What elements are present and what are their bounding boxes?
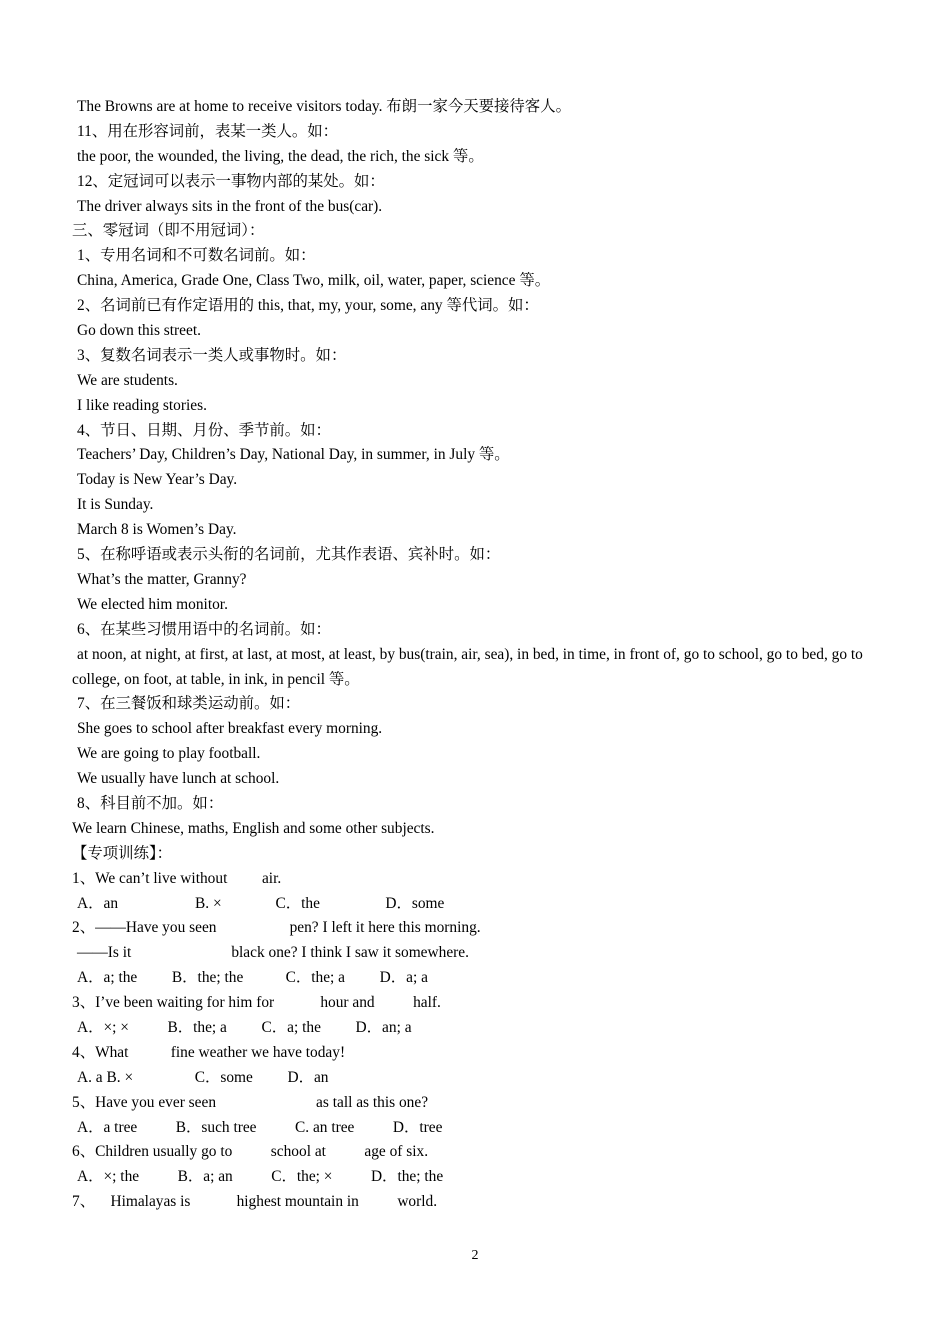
text-line: Teachers’ Day, Children’s Day, National Day, in summer, in July 等。 [77, 446, 510, 464]
text-line: It is Sunday. [77, 496, 154, 514]
text-line: Go down this street. [77, 322, 201, 340]
text-line: 1、专用名词和不可数名词前。如： [77, 247, 316, 265]
text-line: A．an B. × C．the D．some [77, 894, 445, 912]
text-line: She goes to school after breakfast every morning. [77, 720, 383, 738]
document-body [72, 95, 878, 1215]
text-line: March 8 is Women’s Day. [77, 521, 237, 539]
text-line: 8、科目前不加。如： [77, 794, 224, 812]
text-line: We are students. [77, 371, 178, 389]
text-line: 3、I’ve been waiting for him for hour and half. [72, 994, 441, 1012]
text-line: We are going to play football. [77, 745, 261, 763]
text-line: We learn Chinese, maths, English and some other subjects. [72, 819, 435, 837]
text-line: A．×; the B．a; an C．the; × D．the; the [77, 1168, 444, 1186]
text-line: A．a; the B．the; the C．the; a D．a; a [77, 969, 428, 987]
text-line: 7、 Himalayas is highest mountain in world. [72, 1193, 438, 1211]
text-line: 12、定冠词可以表示一事物内部的某处。如： [77, 172, 385, 190]
text-line: A．×; × B．the; a C．a; the D．an; a [77, 1018, 412, 1036]
text-line: the poor, the wounded, the living, the dead, the rich, the sick 等。 [77, 147, 484, 165]
text-line: 2、——Have you seen pen? I left it here this morning. [72, 919, 481, 937]
page-number: 2 [471, 1248, 479, 1263]
text-line: ——Is it black one? I think I saw it somewhere. [77, 944, 469, 962]
text-line: The driver always sits in the front of the bus(car). [77, 197, 383, 215]
text-line: 5、在称呼语或表示头衔的名词前，尤其作表语、宾补时。如： [77, 546, 501, 564]
text-line: A. a B. × C．some D．an [77, 1068, 329, 1086]
text-line: 6、在某些习惯用语中的名词前。如： [77, 620, 331, 638]
text-line: 1、We can’t live without air. [72, 869, 282, 887]
text-line: 5、Have you ever seen as tall as this one? [72, 1093, 429, 1111]
text-line: 3、复数名词表示一类人或事物时。如： [77, 346, 347, 364]
text-line: What’s the matter, Granny? [77, 570, 247, 588]
text-line: 【专项训练】： [72, 844, 173, 862]
text-line: 4、What fine weather we have today! [72, 1043, 346, 1061]
text-line: 7、在三餐饭和球类运动前。如： [77, 695, 301, 713]
text-line: China, America, Grade One, Class Two, milk, oil, water, paper, science 等。 [77, 272, 551, 290]
text-line: We elected him monitor. [77, 595, 228, 613]
text-line: 6、Children usually go to school at age of six. [72, 1143, 429, 1161]
text-line: We usually have lunch at school. [77, 770, 280, 788]
text-line: 三、零冠词（即不用冠词）： [72, 222, 265, 240]
text-line: A．a tree B．such tree C. an tree D．tree [77, 1118, 443, 1136]
text-line: The Browns are at home to receive visitors today. 布朗一家今天要接待客人。 [77, 98, 571, 115]
text-line: Today is New Year’s Day. [77, 471, 238, 489]
text-line: at noon, at night, at first, at last, at most, at least, by bus(train, air, sea), in bed, in time, in front of, go to school, go to bed, go to college, on foot, at table, in ink, in pencil 等。 [72, 645, 863, 688]
text-line: 2、名词前已有作定语用的 this, that, my, your, some, any 等代词。如： [77, 297, 539, 315]
text-line: 11、用在形容词前，表某一类人。如： [77, 122, 339, 140]
text-line: I like reading stories. [77, 396, 207, 414]
text-line: 4、节日、日期、月份、季节前。如： [77, 421, 331, 439]
